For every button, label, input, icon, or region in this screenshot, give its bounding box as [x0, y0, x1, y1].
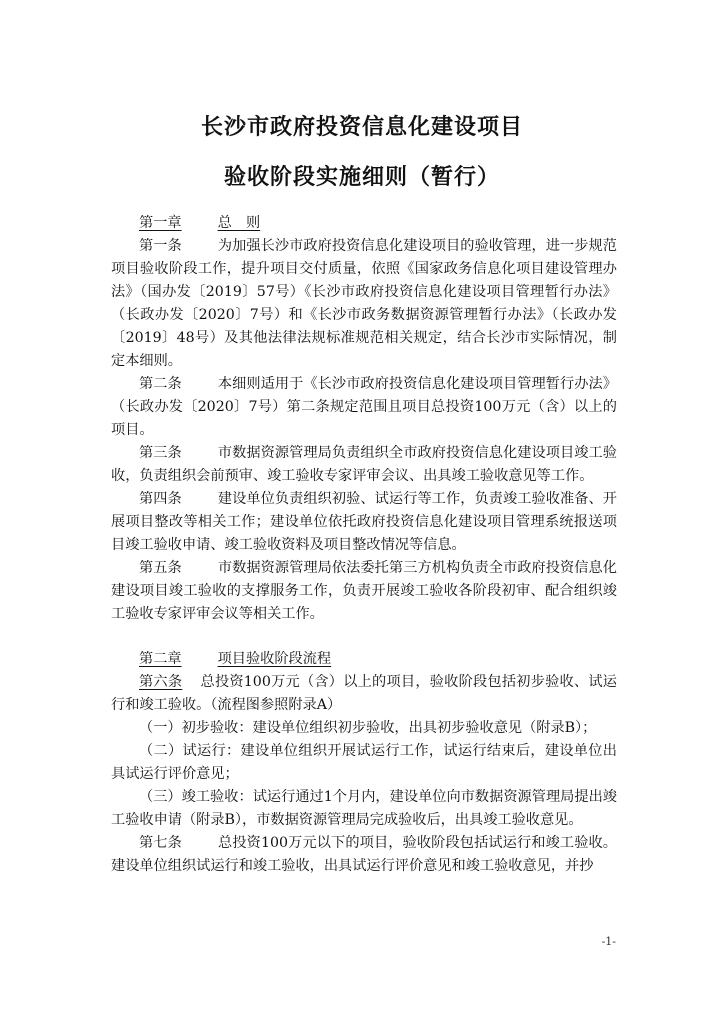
- article-6-number: 第六条: [139, 674, 183, 690]
- article-4-text: 建设单位负责组织初验、试运行等工作，负责竣工验收准备、开展项目整改等相关工作；建设单位依托政府投资信息化建设项目管理系统报送项目竣工验收申请、竣工验收资料及项目整改情况等信息。: [111, 491, 617, 553]
- section-gap: [111, 626, 617, 648]
- article-2-number: 第二条: [139, 376, 182, 392]
- chapter2-name: 项目验收阶段流程: [217, 651, 332, 667]
- article-6-text: 总投资100万元（含）以上的项目，验收阶段包括初步验收、试运行和竣工验收。（流程图参照附录A）: [111, 674, 617, 713]
- article-4: [111, 488, 617, 557]
- document-title-line1: 长沙市政府投资信息化建设项目: [200, 114, 523, 140]
- chapter2-heading: [111, 648, 617, 671]
- article-6-item-1: （一）初步验收：建设单位组织初步验收，出具初步验收意见（附录B）；: [139, 720, 597, 736]
- article-7-number: 第七条: [139, 835, 182, 851]
- article-6: [111, 671, 617, 717]
- chapter2-label: 第二章: [139, 651, 182, 667]
- article-5-text: 市数据资源管理局依法委托第三方机构负责全市政府投资信息化建设项目竣工验收的支撑服务工作，负责开展竣工验收各阶段初审、配合组织竣工验收专家评审会议等相关工作。: [111, 560, 617, 622]
- article-1: [111, 235, 617, 373]
- article-2: [111, 373, 617, 442]
- chapter1-label: 第一章: [139, 215, 182, 231]
- chapter1-name: 总 则: [217, 215, 261, 231]
- document-body: [111, 212, 617, 878]
- article-7-text: 总投资100万元以下的项目，验收阶段包括试运行和竣工验收。建设单位组织试运行和竣工验收，出具试运行评价意见和竣工验收意见，并抄: [111, 835, 617, 874]
- article-1-text: 为加强长沙市政府投资信息化建设项目的验收管理，进一步规范项目验收阶段工作，提升项目交付质量，依照《国家政务信息化项目建设管理办法》（国办发〔2019〕57号）《长沙市政府投资信息化建设项目管理暂行办法》（长政办发〔2020〕7号）和《长沙市政务数据资源管理暂行办法》（长政办发〔2019〕48号）及其他法律法规标准规范相关规定，结合长沙市实际情况，制定本细则。: [111, 238, 617, 369]
- article-7: [111, 832, 617, 878]
- article-6-item-3: （三）竣工验收：试运行通过1个月内，建设单位向市数据资源管理局提出竣工验收申请（附录B），市数据资源管理局完成验收后，出具竣工验收意见。: [111, 789, 617, 828]
- article-3: [111, 442, 617, 488]
- article-1-number: 第一条: [139, 238, 182, 254]
- page-number: -1-: [601, 935, 616, 948]
- article-3-text: 市数据资源管理局负责组织全市政府投资信息化建设项目竣工验收，负责组织会前预审、竣工验收专家评审会议、出具竣工验收意见等工作。: [111, 445, 617, 484]
- article-2-text: 本细则适用于《长沙市政府投资信息化建设项目管理暂行办法》（长政办发〔2020〕7号）第二条规定范围且项目总投资100万元（含）以上的项目。: [111, 376, 617, 438]
- article-3-number: 第三条: [139, 445, 182, 461]
- article-4-number: 第四条: [139, 491, 182, 507]
- article-5-number: 第五条: [139, 560, 182, 576]
- article-5: [111, 557, 617, 626]
- article-6-item-2: （二）试运行：建设单位组织开展试运行工作，试运行结束后，建设单位出具试运行评价意见；: [111, 743, 617, 782]
- document-title-line2: 验收阶段实施细则（暂行）: [223, 164, 500, 190]
- chapter1-heading: [111, 212, 617, 235]
